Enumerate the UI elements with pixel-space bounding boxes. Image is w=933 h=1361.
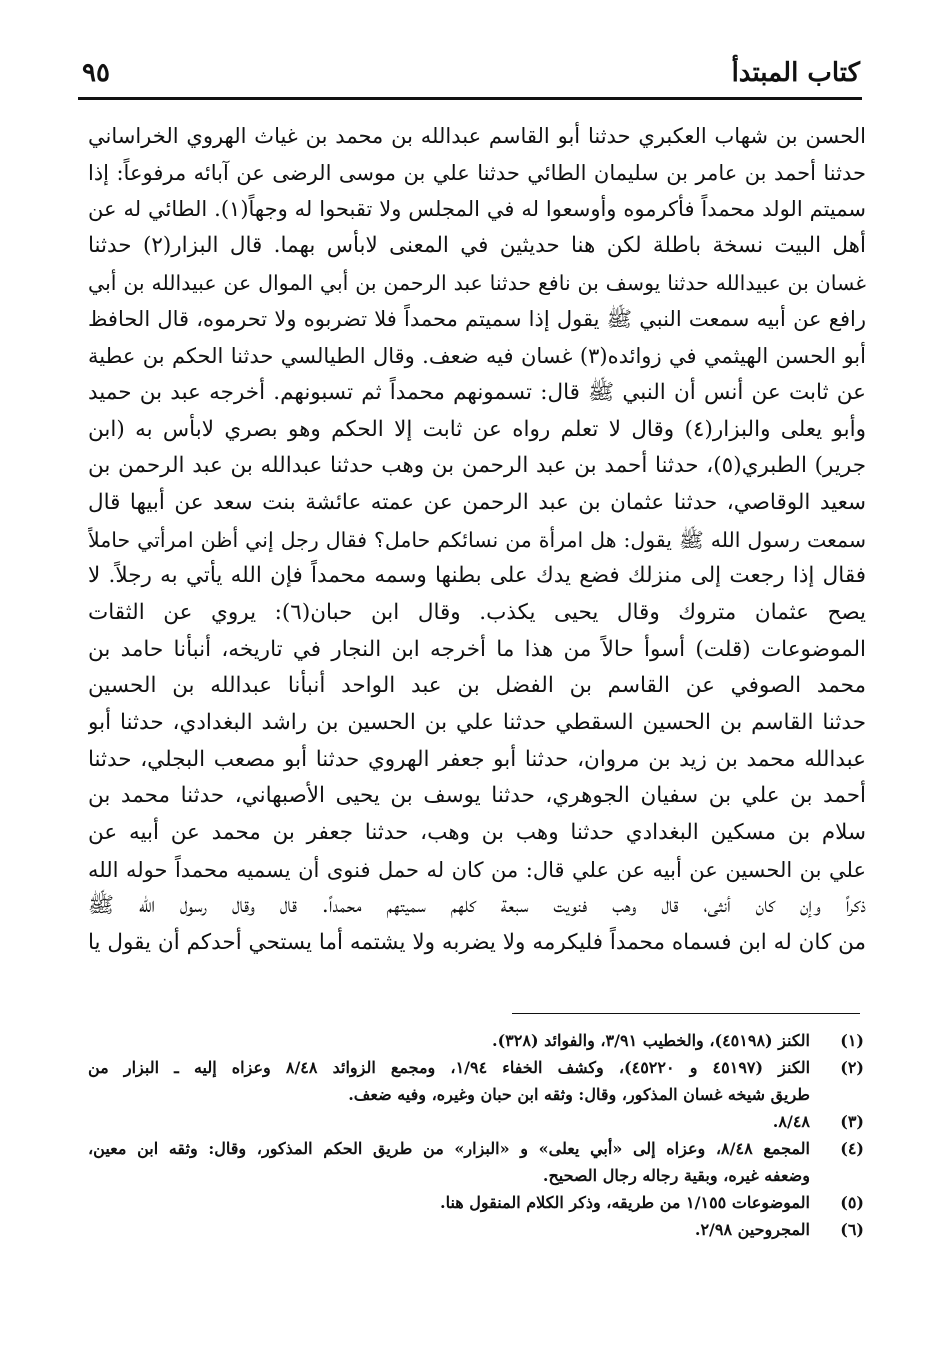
text-line: فقال إذا رجعت إلى منزلك فضع يدك على بطنها وسمه محمداً فإن الله يأتي به رجلاً. لا xyxy=(88,563,866,589)
text-line: ذكراً وإن كان أنثى، قال وهب فنويت سبعة كلهم سميتهم محمداً. قال وقال رسول الله ﷺ xyxy=(88,893,866,919)
footnote-number: (٦) xyxy=(840,1220,864,1239)
page-number: ٩٥ xyxy=(82,58,110,88)
footnote-line: المجمع ٨/٤٨، وعزاه إلى «أبي يعلى» و «البزار» من طريق الحكم المذكور، وقال: وثقه ابن معين، xyxy=(88,1139,810,1158)
footnote-separator xyxy=(512,1013,860,1014)
footnote-number: (٤) xyxy=(840,1139,864,1158)
text-line: حدثنا أحمد بن عامر بن سليمان الطائي حدثنا علي بن موسى الرضى عن آبائه مرفوعاً: إذا xyxy=(88,160,866,185)
text-line: غسان بن عبيدالله حدثنا يوسف بن نافع حدثنا عبد الرحمن بن أبي الموال عن عبيدالله بن أبي xyxy=(88,270,866,295)
header-rule xyxy=(78,97,862,100)
text-line: رافع عن أبيه سمعت النبي ﷺ يقول إذا سميتم محمداً فلا تضربوه ولا تحرموه، قال الحافظ xyxy=(88,307,866,332)
footnote-line: المجروحين ٢/٩٨. xyxy=(694,1220,810,1239)
footnote-number: (١) xyxy=(840,1031,864,1050)
text-line: من كان له ابن فسماه محمداً فليكرمه ولا يضربه ولا يشتمه أما يستحي أحدكم أن يقول يا xyxy=(88,930,866,956)
text-line: جرير) الطبري(٥)، حدثنا أحمد بن عبد الرحمن بن وهب حدثنا عبدالله بن عبد الرحمن بن xyxy=(88,453,866,479)
text-line: أحمد بن علي بن سفيان الجوهري، حدثنا يوسف بن يحيى الأصبهاني، حدثنا محمد بن xyxy=(88,783,866,809)
text-line: عبدالله محمد بن زيد بن مروان، حدثنا أبو جعفر الهروي حدثنا أبو مصعب البجلي، حدثنا xyxy=(88,746,866,772)
footnote xyxy=(88,1054,864,1108)
text-line: حدثنا القاسم بن الحسين السقطي حدثنا علي بن الحسين بن راشد البغدادي، حدثنا أبو xyxy=(88,710,866,735)
footnote xyxy=(88,1189,864,1216)
text-line: علي بن الحسين عن أبيه عن علي قال: من كان له حمل فنوى أن يسميه محمداً حوله الله xyxy=(88,857,866,882)
footnote-text xyxy=(88,1189,810,1216)
footnote-text xyxy=(88,1216,810,1243)
footnote-line: طريق شيخه غسان المذكور، وقال: وثقه ابن حبان وغيره، وفيه ضعف. xyxy=(348,1085,810,1104)
text-line: سميتم الولد محمداً فأكرموه وأوسعوا له في المجلس ولا تقبحوا له وجهاً(١). الطائي له عن xyxy=(88,197,866,222)
footnote-number: (٣) xyxy=(840,1112,864,1131)
footnote-line: الكنز (٤٥١٩٨)، والخطيب ٣/٩١، والفوائد (٣٢٨). xyxy=(492,1031,810,1050)
text-line: وأبو يعلى والبزار(٤) وقال لا تعلم رواه عن ثابت إلا الحكم وهو بصري لابأس به (ابن xyxy=(88,416,866,442)
footnote xyxy=(88,1135,864,1189)
footnote-number: (٢) xyxy=(840,1058,864,1077)
text-line: الحسن بن شهاب العكبري حدثنا أبو القاسم عبدالله بن محمد بن غياث الهروي الخراساني xyxy=(88,124,866,148)
footnote-line: وضعفه غيره، وبقية رجاله رجال الصحيح. xyxy=(542,1166,810,1185)
footnotes xyxy=(88,1027,864,1243)
footnote xyxy=(88,1216,864,1243)
text-line: عن ثابت عن أنس أن النبي ﷺ قال: تسمونهم محمداً ثم تسبونهم. أخرجه عبد بن حميد xyxy=(88,379,866,405)
text-line: سمعت رسول الله ﷺ يقول: هل امرأة من نسائكم حامل؟ فقال رجل إني أظن امرأتي حاملاً xyxy=(88,527,866,552)
text-line: أهل البيت نسخة باطلة لكن هنا حديثين في المعنى لابأس بهما. قال البزار(٢) حدثنا xyxy=(88,233,866,259)
footnote xyxy=(88,1108,864,1135)
footnote-line: الموضوعات ١/١٥٥ من طريقه، وذكر الكلام المنقول هنا. xyxy=(440,1193,810,1212)
text-line: سلام بن مسكين البغدادي حدثنا وهب بن وهب، حدثنا جعفر بن محمد عن أبيه عن xyxy=(88,820,866,846)
page-header xyxy=(78,56,860,96)
footnote-text xyxy=(88,1108,810,1135)
text-line: سعيد الوقاصي، حدثنا عثمان بن عبد الرحمن عن عمته عائشة بنت سعد عن أبيها قال xyxy=(88,489,866,515)
footnote-text xyxy=(88,1135,810,1189)
text-line: يصح عثمان متروك وقال يحيى يكذب. وقال ابن حبان(٦): يروي عن الثقات xyxy=(88,599,866,625)
footnote-text xyxy=(88,1054,810,1108)
footnote-line: ٨/٤٨. xyxy=(772,1112,810,1131)
text-line: الموضوعات (قلت) أسوأ حالاً من هذا ما أخرجه ابن النجار في تاريخه، أنبأنا حامد بن xyxy=(88,636,866,662)
footnote xyxy=(88,1027,864,1054)
footnote-number: (٥) xyxy=(840,1193,864,1212)
text-line: محمد الصوفي عن القاسم بن الفضل بن عبد الواحد أنبأنا عبدالله بن الحسين xyxy=(88,673,866,699)
text-line: أبو الحسن الهيثمي في زوائده(٣) غسان فيه ضعف. وقال الطيالسي حدثنا الحكم بن عطية xyxy=(88,344,866,369)
footnote-text xyxy=(88,1027,810,1054)
main-text xyxy=(88,118,866,962)
running-title: كتاب المبتدأ xyxy=(731,58,860,88)
footnote-line: الكنز (٤٥١٩٧ و ٤٥٢٢٠)، وكشف الخفاء ١/٩٤، ومجمع الزوائد ٨/٤٨ وعزاه إليه ـ البزار من xyxy=(88,1058,810,1077)
